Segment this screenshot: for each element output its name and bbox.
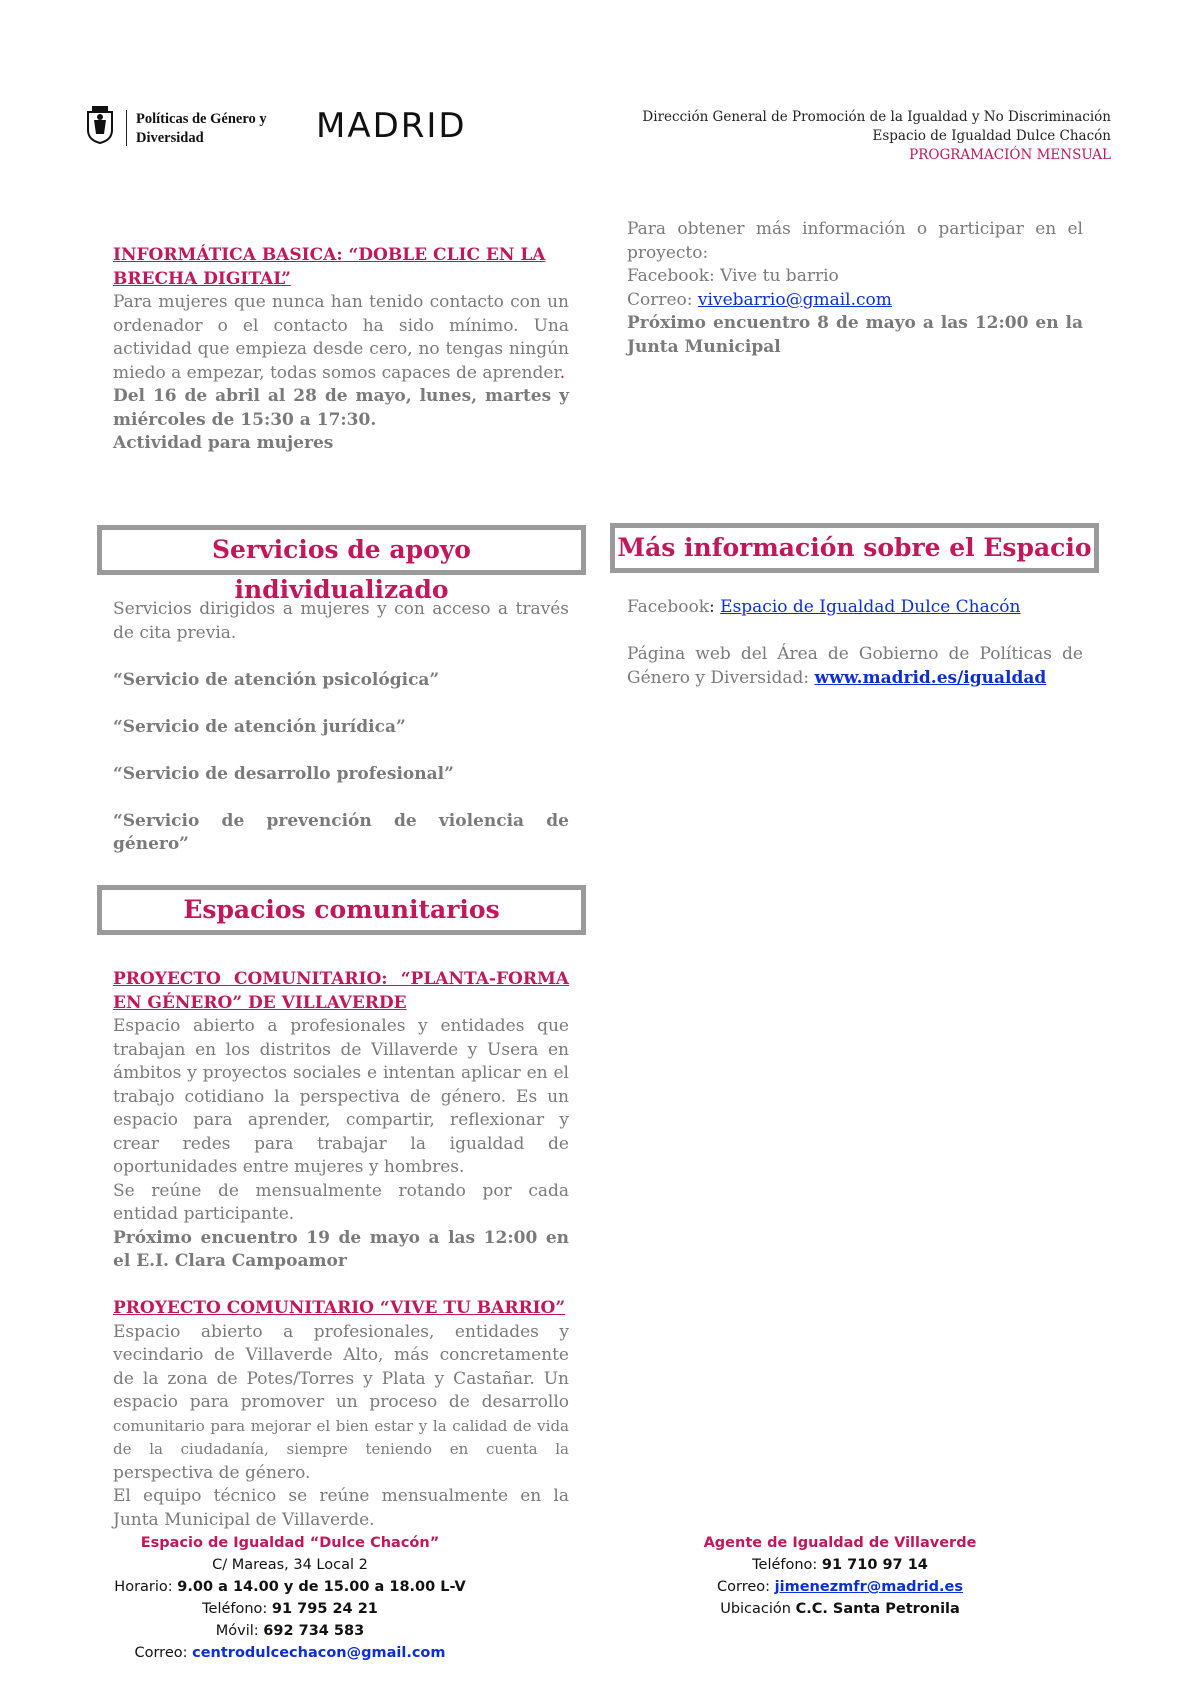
facebook-espacio-link[interactable]: Espacio de Igualdad Dulce Chacón: [720, 597, 1021, 617]
mas-info-heading-box: [610, 523, 1099, 573]
footer-telefono: Teléfono: 91 795 24 21: [202, 1601, 378, 1617]
servicio-item: “Servicio de atención psicológica”: [113, 669, 440, 690]
agente-email-link[interactable]: jimenezmfr@madrid.es: [774, 1579, 963, 1595]
vive-barrio-body: Espacio abierto a profesionales, entidades y vecindario de Villaverde Alto, más concretamente de la zona de Potes/Torres y Plata y Castañar. Un espacio para promover un proceso de desarrollo comunitario para mejorar el bien estar y la calidad de vida de la ciudadanía, siempre teniendo en cuenta la perspectiva de género.: [113, 1321, 569, 1483]
footer-right-title: Agente de Igualdad de Villaverde: [703, 1535, 977, 1551]
footer-right-telefono: Teléfono: 91 710 97 14: [752, 1557, 928, 1573]
vive-info-next: Próximo encuentro 8 de mayo a las 12:00 en la Junta Municipal: [627, 313, 1083, 357]
footer-correo: Correo: centrodulcechacon@gmail.com: [134, 1645, 446, 1661]
vive-barrio-body2: El equipo técnico se reúne mensualmente en la Junta Municipal de Villaverde.: [113, 1486, 569, 1530]
madrid-logo-text: MADRID: [316, 106, 467, 146]
org-name: Políticas de Género y Diversidad: [136, 111, 267, 146]
madrid-igualdad-link[interactable]: www.madrid.es/igualdad: [814, 667, 1047, 688]
footer-movil: Móvil: 692 734 583: [215, 1623, 365, 1639]
informatica-body: Para mujeres que nunca han tenido contacto con un ordenador o el contacto ha sido mínimo. Una actividad que empieza desde cero, no tengas ningún miedo a empezar, todas somos capaces de aprender.: [113, 292, 569, 383]
servicio-item: “Servicio de prevención de violencia de género”: [113, 810, 569, 854]
vive-barrio-title: PROYECTO COMUNITARIO “VIVE TU BARRIO”: [113, 1298, 566, 1318]
madrid-coat-of-arms-icon: [87, 106, 113, 144]
servicios-heading-box: [97, 525, 586, 604]
mas-info-heading: Más información sobre el Espacio: [617, 533, 1092, 562]
programacion-mensual: PROGRAMACIÓN MENSUAL: [909, 147, 1111, 163]
vive-email-link[interactable]: vivebarrio@gmail.com: [697, 289, 892, 310]
footer-horario: Horario: 9.00 a 14.00 y de 15.00 a 18.00 L-V: [114, 1579, 466, 1595]
footer-address: C/ Mareas, 34 Local 2: [212, 1557, 368, 1573]
footer-left: [110, 1532, 470, 1664]
informatica-section: [113, 244, 569, 456]
planta-forma-title: PROYECTO COMUNITARIO: “PLANTA-FORMA EN GÉNERO” DE VILLAVERDE: [113, 969, 569, 1013]
footer-right-correo: Correo: jimenezmfr@madrid.es: [717, 1579, 963, 1595]
vive-info-facebook: Facebook: Vive tu barrio: [627, 266, 839, 286]
mas-info-web: Página web del Área de Gobierno de Políticas de Género y Diversidad: www.madrid.es/igualdad: [627, 644, 1083, 688]
servicios-intro: Servicios dirigidos a mujeres y con acceso a través de cita previa.: [113, 599, 569, 643]
servicios-heading: Servicios de apoyo individualizado: [212, 535, 471, 604]
informatica-title: INFORMÁTICA BASICA: “DOBLE CLIC EN LA BRECHA DIGITAL”: [113, 245, 546, 289]
footer-right-ubicacion: Ubicación C.C. Santa Petronila: [720, 1601, 960, 1617]
planta-forma-body2: Se reúne de mensualmente rotando por cada entidad participante.: [113, 1180, 569, 1224]
vive-info-section: [627, 218, 1083, 359]
servicios-section: [113, 598, 569, 857]
servicio-item: “Servicio de atención jurídica”: [113, 716, 406, 737]
espacios-heading-box: [97, 885, 586, 935]
informatica-audience: Actividad para mujeres: [113, 433, 334, 453]
header-right: Dirección General de Promoción de la Igualdad y No Discriminación Espacio de Igualdad Dulce Chacón PROGRAMACIÓN MENSUAL: [642, 109, 1111, 163]
vive-info-intro: Para obtener más información o participar en el proyecto:: [627, 219, 1083, 263]
planta-forma-body: Espacio abierto a profesionales y entidades que trabajan en los distritos de Villaverde y Usera en ámbitos y proyectos sociales e intentan aplicar en el trabajo cotidiano la perspectiva de género. Es un espacio para aprender, compartir, reflexionar y crear redes para trabajar la igualdad de oportunidades entre mujeres y hombres.: [113, 1016, 569, 1177]
servicio-item: “Servicio de desarrollo profesional”: [113, 763, 454, 784]
mas-info-facebook: Facebook: Espacio de Igualdad Dulce Chacón: [627, 597, 1021, 617]
vive-info-correo: Correo: vivebarrio@gmail.com: [627, 289, 892, 310]
footer-left-title: Espacio de Igualdad “Dulce Chacón”: [140, 1535, 440, 1551]
planta-forma-next: Próximo encuentro 19 de mayo a las 12:00 en el E.I. Clara Campoamor: [113, 1227, 569, 1271]
footer-right: [680, 1532, 1000, 1620]
espacios-heading: Espacios comunitarios: [183, 895, 500, 924]
mas-info-section: [627, 596, 1083, 690]
centro-email-link[interactable]: centrodulcechacon@gmail.com: [192, 1645, 446, 1661]
informatica-dates: Del 16 de abril al 28 de mayo, lunes, martes y miércoles de 15:30 a 17:30.: [113, 386, 569, 430]
header-divider: [126, 110, 127, 146]
espacios-section: [113, 968, 569, 1532]
